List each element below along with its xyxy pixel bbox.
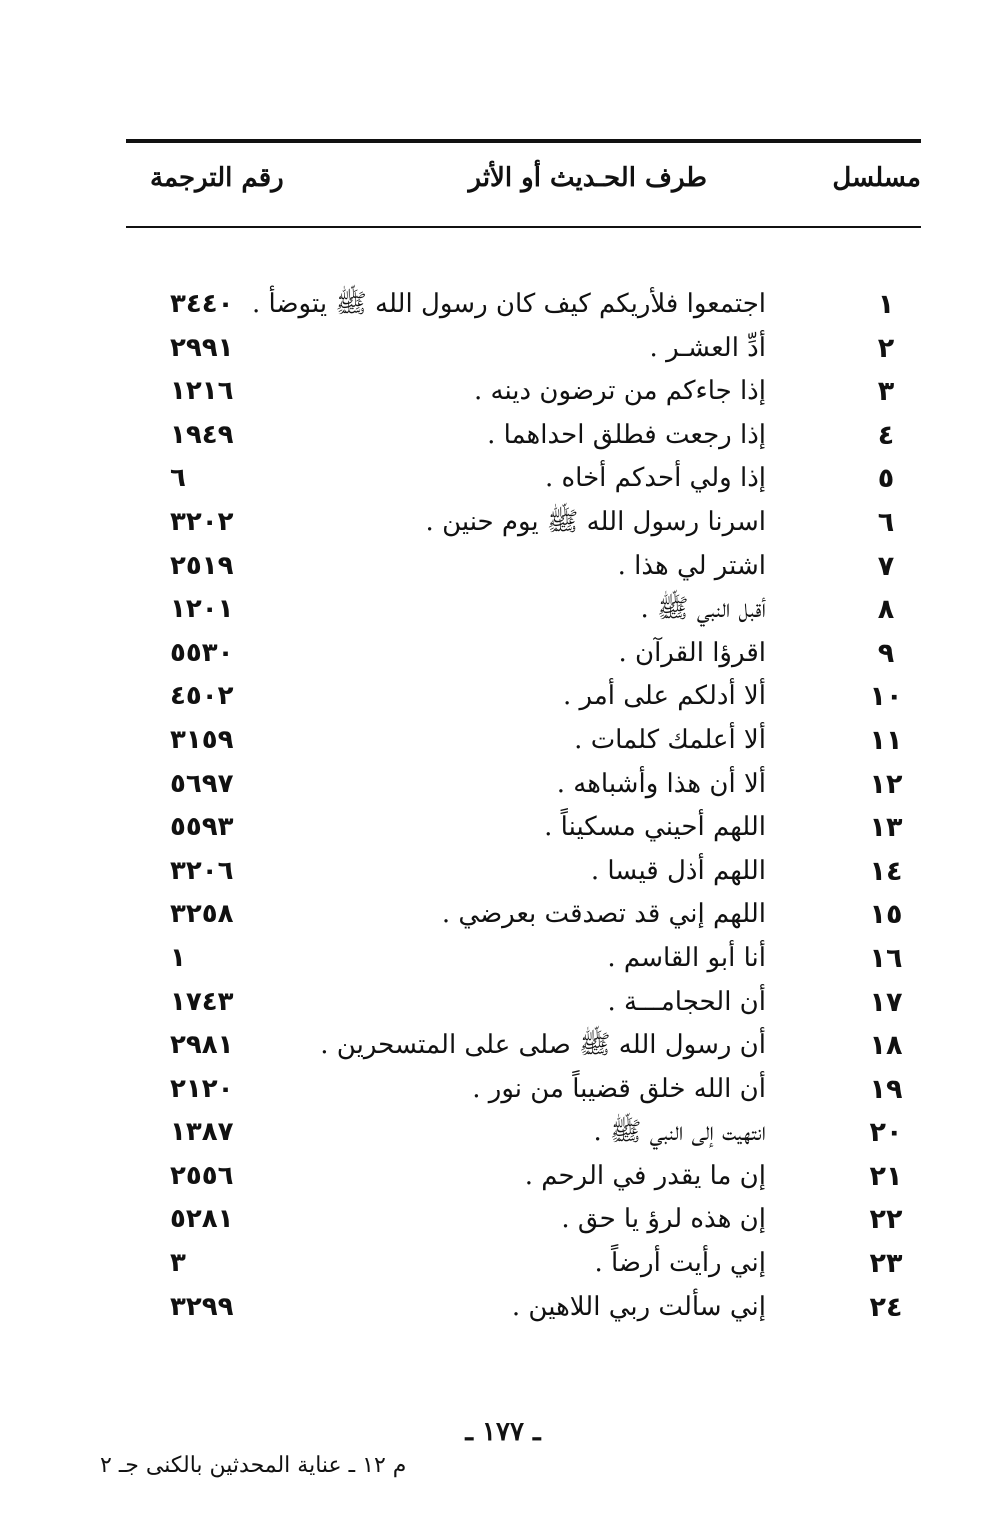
row-hadith-text: اللهم أذل قيسا . xyxy=(590,855,766,886)
table-row xyxy=(126,981,921,1025)
row-hadith-text: أقبل النبي ﷺ . xyxy=(640,594,766,625)
row-hadith-text: أدِّ العشـر . xyxy=(649,332,766,363)
table-row xyxy=(126,1068,921,1112)
row-serial: ١٥ xyxy=(869,899,903,931)
table-row xyxy=(126,937,921,981)
table-row xyxy=(126,545,921,589)
row-bio-number: ٣٤٤٠ xyxy=(170,289,234,319)
row-serial: ٢٢ xyxy=(869,1204,903,1236)
row-bio-number: ٢٩٩١ xyxy=(170,332,234,363)
row-hadith-text: اشتر لي هذا . xyxy=(617,550,766,581)
table-row xyxy=(126,1198,921,1242)
row-bio-number: ٤٥٠٢ xyxy=(170,681,234,712)
table-row xyxy=(126,283,921,327)
row-serial: ٢ xyxy=(877,332,895,364)
row-hadith-text: اسرنا رسول الله ﷺ يوم حنين . xyxy=(425,506,766,537)
row-serial: ١٩ xyxy=(869,1073,903,1105)
table-header xyxy=(126,156,921,200)
row-hadith-text: ألا أعلمك كلمات . xyxy=(574,724,766,755)
row-hadith-text: ألا أدلكم على أمر . xyxy=(562,681,766,712)
row-bio-number: ٥٥٩٣ xyxy=(170,812,234,843)
header-serial: مسلسل xyxy=(832,163,921,193)
row-bio-number: ٦ xyxy=(170,463,186,494)
row-bio-number: ١٢١٦ xyxy=(170,376,234,407)
row-bio-number: ١٧٤٣ xyxy=(170,986,234,1017)
row-serial: ٢٠ xyxy=(869,1117,903,1149)
row-bio-number: ٢٥٥٦ xyxy=(170,1160,234,1191)
row-serial: ١٧ xyxy=(869,986,903,1018)
row-hadith-text: اقرؤا القرآن . xyxy=(618,637,766,668)
row-hadith-text: اللهم أحيني مسكيناً . xyxy=(544,812,766,843)
row-hadith-text: إن ما يقدر في الرحم . xyxy=(524,1160,766,1191)
row-bio-number: ٥٥٣٠ xyxy=(170,637,234,668)
row-hadith-text: إذا جاءكم من ترضون دينه . xyxy=(473,376,766,407)
table-row xyxy=(126,675,921,719)
row-hadith-text: إذا رجعت فطلق احداهما . xyxy=(487,419,766,450)
table-row xyxy=(126,1286,921,1330)
row-hadith-text: إني رأيت أرضاً . xyxy=(594,1248,766,1279)
row-serial: ٢٤ xyxy=(869,1291,903,1323)
row-hadith-text: أنا أبو القاسم . xyxy=(607,942,766,973)
table-row xyxy=(126,632,921,676)
row-bio-number: ٣١٥٩ xyxy=(170,724,234,755)
row-bio-number: ٢٥١٩ xyxy=(170,550,234,581)
table-row xyxy=(126,893,921,937)
row-serial: ١٨ xyxy=(869,1030,903,1062)
row-bio-number: ٣٢٥٨ xyxy=(170,899,234,930)
row-hadith-text: إني سألت ربي اللاهين . xyxy=(511,1291,766,1322)
table-row xyxy=(126,1155,921,1199)
table-row xyxy=(126,370,921,414)
table-top-rule xyxy=(126,139,921,143)
row-serial: ٤ xyxy=(877,419,895,451)
page-number: ـ ١٧٧ ـ xyxy=(465,1417,541,1447)
row-hadith-text: اللهم إني قد تصدقت بعرضي . xyxy=(441,899,766,930)
row-serial: ١٠ xyxy=(869,681,903,713)
row-bio-number: ٣٢٠٢ xyxy=(170,506,234,537)
row-bio-number: ١ xyxy=(170,942,186,973)
footer-note: م ١٢ ـ عناية المحدثين بالكنى جـ ٢ xyxy=(100,1453,407,1478)
table-row xyxy=(126,327,921,371)
row-serial: ١٣ xyxy=(869,812,903,844)
header-hadith: طرف الحـديث أو الأثر xyxy=(468,163,707,193)
table-row xyxy=(126,414,921,458)
table-row xyxy=(126,1242,921,1286)
row-serial: ١١ xyxy=(869,724,903,756)
row-serial: ٢٣ xyxy=(869,1248,903,1280)
row-hadith-text: أن الحجامـــة . xyxy=(607,986,766,1017)
row-bio-number: ١٣٨٧ xyxy=(170,1117,234,1148)
row-bio-number: ١٩٤٩ xyxy=(170,419,234,450)
table-row xyxy=(126,806,921,850)
row-serial: ١٢ xyxy=(869,768,903,800)
row-serial: ٣ xyxy=(877,376,895,408)
row-bio-number: ٥٢٨١ xyxy=(170,1204,234,1235)
table-row xyxy=(126,719,921,763)
row-serial: ١٤ xyxy=(869,855,903,887)
row-bio-number: ٣٢٠٦ xyxy=(170,855,234,886)
row-hadith-text: ألا أن هذا وأشباهه . xyxy=(556,768,766,799)
table-row xyxy=(126,588,921,632)
table-row xyxy=(126,1111,921,1155)
row-bio-number: ٣ xyxy=(170,1248,186,1279)
row-bio-number: ٣٢٩٩ xyxy=(170,1291,234,1322)
row-serial: ٦ xyxy=(877,506,895,538)
row-bio-number: ١٢٠١ xyxy=(170,594,234,625)
table-row xyxy=(126,1024,921,1068)
row-bio-number: ٥٦٩٧ xyxy=(170,768,234,799)
row-hadith-text: أن رسول الله ﷺ صلى على المتسحرين . xyxy=(320,1030,766,1061)
row-serial: ٧ xyxy=(877,550,895,582)
row-hadith-text: انتهيت إلى النبي ﷺ . xyxy=(593,1117,766,1148)
row-serial: ٨ xyxy=(877,594,895,626)
table-row xyxy=(126,501,921,545)
row-serial: ٢١ xyxy=(869,1160,903,1192)
row-serial: ٥ xyxy=(877,463,895,495)
row-hadith-text: اجتمعوا فلأريكم كيف كان رسول الله ﷺ يتوضأ . xyxy=(252,289,766,319)
row-hadith-text: إذا ولي أحدكم أخاه . xyxy=(545,463,766,494)
table-row xyxy=(126,457,921,501)
row-bio-number: ٢٩٨١ xyxy=(170,1030,234,1061)
table-row xyxy=(126,763,921,807)
table-header-rule xyxy=(126,226,921,228)
table-row xyxy=(126,850,921,894)
row-serial: ١ xyxy=(877,289,895,320)
header-bio-number: رقم الترجمة xyxy=(150,163,284,193)
row-hadith-text: أن الله خلق قضيباً من نور . xyxy=(472,1073,766,1104)
table-body xyxy=(126,283,921,1329)
row-bio-number: ٢١٢٠ xyxy=(170,1073,234,1104)
row-serial: ١٦ xyxy=(869,942,903,974)
row-hadith-text: إن هذه لرؤ يا حق . xyxy=(561,1204,766,1235)
row-serial: ٩ xyxy=(877,637,895,669)
